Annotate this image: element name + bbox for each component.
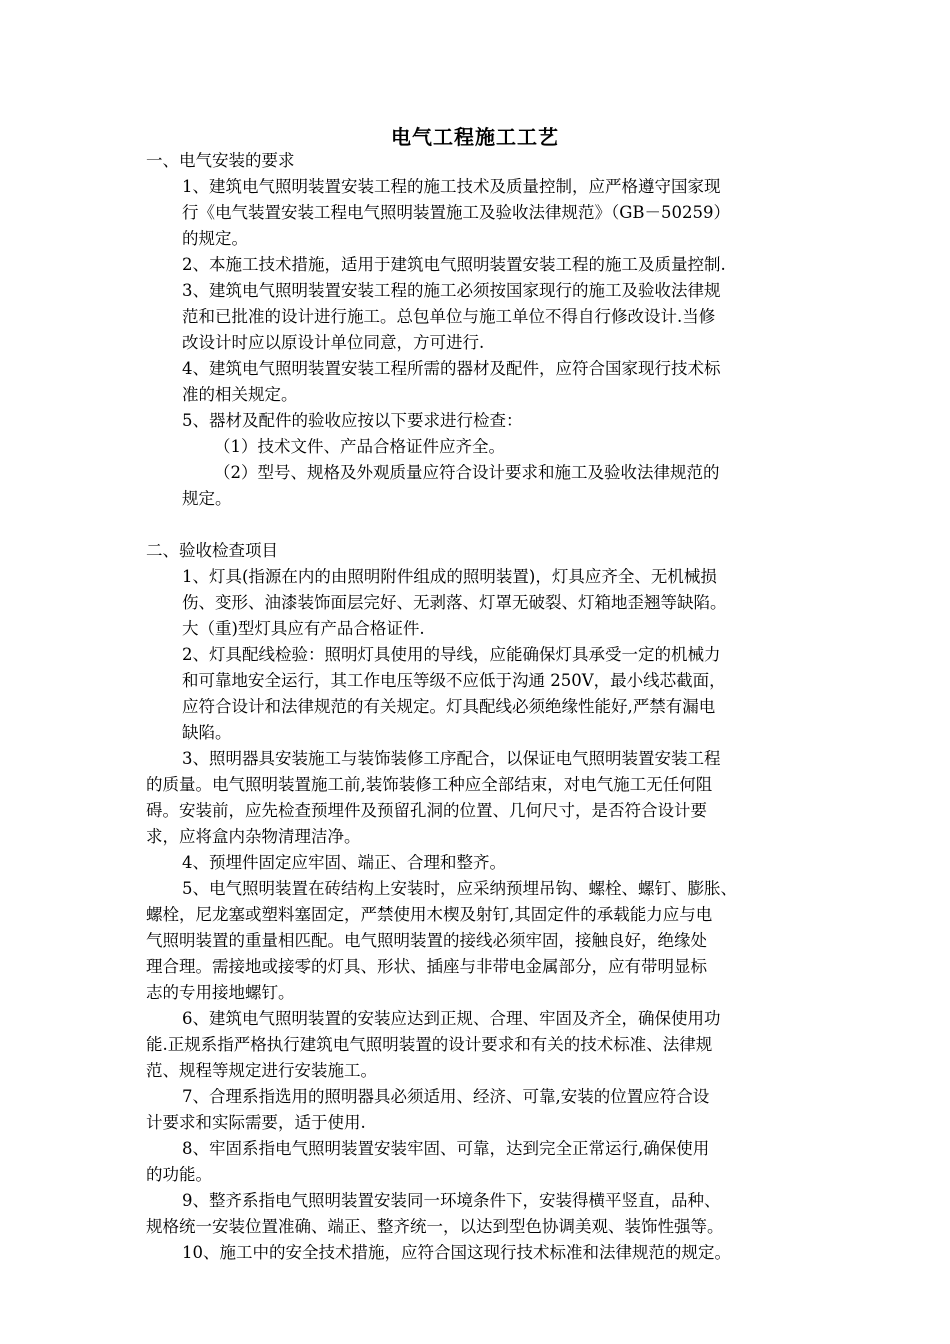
paragraph-line: 伤、变形、油漆装饰面层完好、无剥落、灯罩无破裂、灯箱地歪翘等缺陷。 (182, 593, 727, 612)
paragraph-line: 5、器材及配件的验收应按以下要求进行检查： (182, 411, 523, 430)
paragraph-line: 范、规程等规定进行安装施工。 (146, 1061, 377, 1080)
paragraph-line: 2、本施工技术措施，适用于建筑电气照明装置安装工程的施工及质量控制. (182, 255, 726, 274)
paragraph-line: 1、建筑电气照明装置安装工程的施工技术及质量控制，应严格遵守国家现 (182, 177, 721, 196)
paragraph-line: 4、预埋件固定应牢固、端正、合理和整齐。 (182, 853, 506, 872)
paragraph-line: 理合理。需接地或接零的灯具、形状、插座与非带电金属部分，应有带明显标 (146, 957, 707, 976)
paragraph-line: 求，应将盒内杂物清理洁净。 (146, 827, 361, 846)
paragraph-line: 9、整齐系指电气照明装置安装同一环境条件下，安装得横平竖直，品种、 (182, 1191, 721, 1210)
document-body (146, 148, 826, 1266)
paragraph-line: 7、合理系指选用的照明器具必须适用、经济、可靠,安装的位置应符合设 (182, 1087, 710, 1106)
paragraph-line: 螺栓，尼龙塞或塑料塞固定，严禁使用木楔及射钉,其固定件的承载能力应与电 (146, 905, 713, 924)
paragraph-line: 6、建筑电气照明装置的安装应达到正规、合理、牢固及齐全，确保使用功 (182, 1009, 721, 1028)
paragraph-line: 能.正规系指严格执行建筑电气照明装置的设计要求和有关的技术标准、法律规 (146, 1035, 713, 1054)
paragraph-line: 碍。安装前，应先检查预埋件及预留孔洞的位置、几何尺寸，是否符合设计要 (146, 801, 707, 820)
paragraph-line: 应符合设计和法律规范的有关规定。灯具配线必须绝缘性能好,严禁有漏电 (182, 697, 716, 716)
paragraph-line: 8、牢固系指电气照明装置安装牢固、可靠，达到完全正常运行,确保使用 (182, 1139, 710, 1158)
paragraph-line: 4、建筑电气照明装置安装工程所需的器材及配件，应符合国家现行技术标 (182, 359, 721, 378)
section-heading: 一、电气安装的要求 (146, 151, 295, 170)
paragraph-line: 3、建筑电气照明装置安装工程的施工必须按国家现行的施工及验收法律规 (182, 281, 721, 300)
paragraph-line: 1、灯具(指源在内的由照明附件组成的照明装置)，灯具应齐全、无机械损 (182, 567, 717, 586)
paragraph-line: 规定。 (182, 489, 232, 508)
paragraph-line: 气照明装置的重量相匹配。电气照明装置的接线必须牢固，接触良好，绝缘处 (146, 931, 707, 950)
paragraph-line: 2、灯具配线检验：照明灯具使用的导线，应能确保灯具承受一定的机械力 (182, 645, 721, 664)
paragraph-line: （2）型号、规格及外观质量应符合设计要求和施工及验收法律规范的 (214, 463, 720, 482)
paragraph-line: 志的专用接地螺钉。 (146, 983, 295, 1002)
paragraph-line: 的质量。电气照明装置施工前,装饰装修工种应全部结束，对电气施工无任何阻 (146, 775, 713, 794)
paragraph-line: 和可靠地安全运行，其工作电压等级不应低于沟通 250V，最小线芯截面， (182, 671, 726, 690)
paragraph-line: 的功能。 (146, 1165, 212, 1184)
paragraph-line: 行《电气装置安装工程电气照明装置施工及验收法律规范》（GB－50259） (182, 203, 731, 222)
paragraph-line: 计要求和实际需要，适于使用. (146, 1113, 366, 1132)
paragraph-line: 改设计时应以原设计单位同意，方可进行. (182, 333, 485, 352)
paragraph-line: 准的相关规定。 (182, 385, 298, 404)
paragraph-line: 10、施工中的安全技术措施，应符合国这现行技术标准和法律规范的规定。 (182, 1243, 731, 1262)
document-title: 电气工程施工工艺 (391, 125, 559, 149)
blank-line (146, 512, 826, 538)
section-heading: 二、验收检查项目 (146, 541, 278, 560)
paragraph-line: 5、电气照明装置在砖结构上安装时，应采纳预埋吊钩、螺栓、螺钉、膨胀、 (182, 879, 737, 898)
paragraph-line: 规格统一安装位置准确、端正、整齐统一，以达到型色协调美观、装饰性强等。 (146, 1217, 724, 1236)
paragraph-line: 缺陷。 (182, 723, 232, 742)
paragraph-line: 范和已批准的设计进行施工。总包单位与施工单位不得自行修改设计.当修 (182, 307, 716, 326)
paragraph-line: 大（重)型灯具应有产品合格证件. (182, 619, 425, 638)
paragraph-line: 的规定。 (182, 229, 248, 248)
paragraph-line: （1）技术文件、产品合格证件应齐全。 (214, 437, 505, 456)
paragraph-line: 3、照明器具安装施工与装饰装修工序配合，以保证电气照明装置安装工程 (182, 749, 721, 768)
